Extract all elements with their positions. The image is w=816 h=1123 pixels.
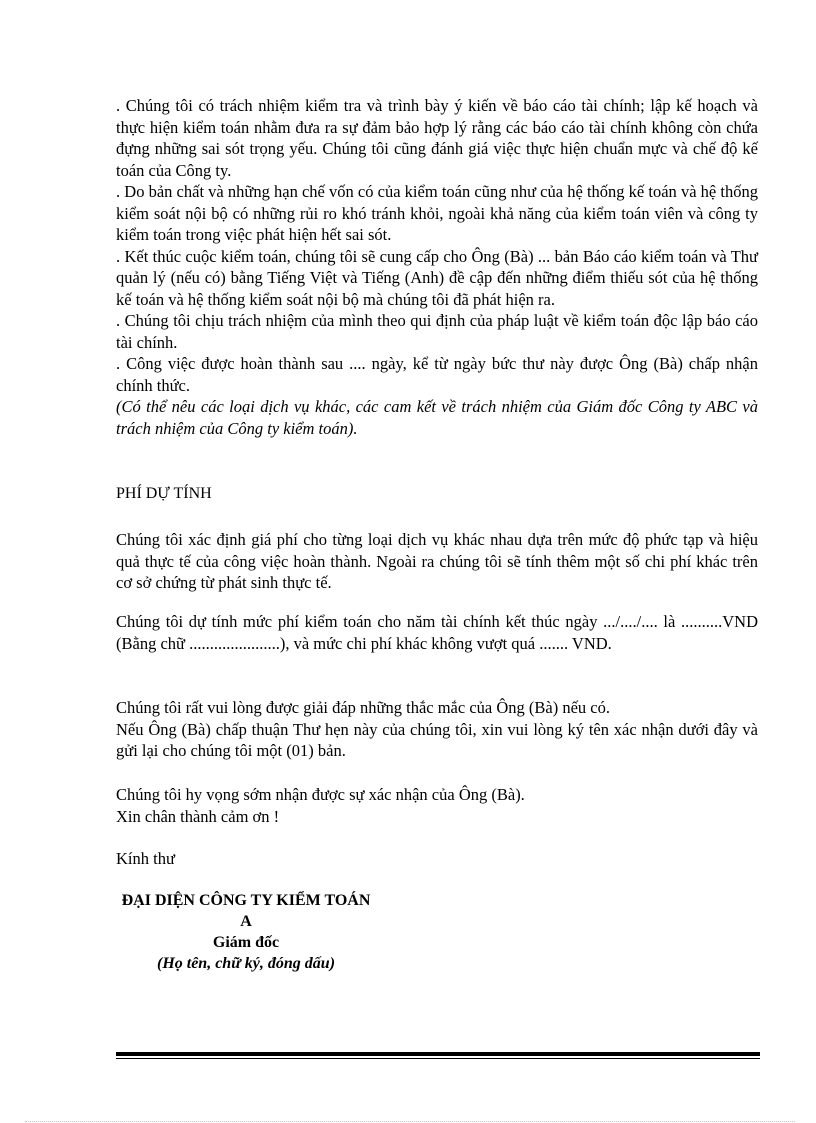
signature-company: ĐẠI DIỆN CÔNG TY KIỂM TOÁN A	[121, 892, 371, 930]
response-section	[116, 697, 758, 762]
fee-heading: PHÍ DỰ TÍNH	[116, 485, 212, 502]
salutation: Kính thư	[116, 849, 175, 868]
fee-paragraph-1	[116, 529, 758, 594]
signature-block	[116, 890, 376, 974]
responsibility-paragraph-3: . Kết thúc cuộc kiểm toán, chúng tôi sẽ cung cấp cho Ông (Bà) ... bản Báo cáo kiểm toán và Thư quản lý (nếu có) bằng Tiếng Việt và Tiếng (Anh) đề cập đến những điểm thiếu sót của hệ thống kế toán và hệ thống kiểm soát nội bộ mà chúng tôi đã phát hiện ra.	[116, 246, 758, 309]
fee-paragraph-1-text: Chúng tôi xác định giá phí cho từng loại dịch vụ khác nhau dựa trên mức độ phức tạp và hiệu quả thực tế của công việc hoàn thành. Ngoài ra chúng tôi sẽ tính thêm một số chi phí khác trên cơ sở chứng từ phát sinh thực tế.	[116, 530, 758, 592]
responsibility-paragraph-2: . Do bản chất và những hạn chế vốn có của kiểm toán cũng như của hệ thống kế toán và hệ thống kiểm soát nội bộ có những rủi ro khó tránh khỏi, ngoài khả năng của kiểm toán viên và công ty kiểm toán trong việc phát hiện hết sai sót.	[116, 182, 758, 244]
response-line-2: Nếu Ông (Bà) chấp thuận Thư hẹn này của chúng tôi, xin vui lòng ký tên xác nhận dưới đây và gửi lại cho chúng tôi một (01) bản.	[116, 719, 758, 760]
responsibilities-section	[116, 95, 758, 439]
fee-paragraph-2-text: Chúng tôi dự tính mức phí kiểm toán cho năm tài chính kết thúc ngày .../..../.... là ..........VND (Bằng chữ ......................), và mức chi phí khác không vượt quá ....... VND.	[116, 612, 758, 653]
signature-note: (Họ tên, chữ ký, đóng dấu)	[156, 955, 336, 972]
response-line-1: Chúng tôi rất vui lòng được giải đáp những thắc mắc của Ông (Bà) nếu có.	[116, 698, 610, 717]
closing-line-2: Xin chân thành cảm ơn !	[116, 806, 280, 826]
footer-rule-thin	[116, 1058, 760, 1059]
closing-section	[116, 784, 758, 827]
closing-line-1: Chúng tôi hy vọng sớm nhận được sự xác nhận của Ông (Bà).	[116, 785, 525, 804]
responsibility-paragraph-1: . Chúng tôi có trách nhiệm kiểm tra và trình bày ý kiến về báo cáo tài chính; lập kế hoạch và thực hiện kiểm toán nhằm đưa ra sự đảm bảo hợp lý rằng các báo cáo tài chính không còn chứa đựng những sai sót trọng yếu. Chúng tôi cũng đánh giá việc thực hiện chuẩn mực và chế độ kế toán của Công ty.	[116, 96, 758, 180]
footer-rule-thick	[116, 1052, 760, 1056]
fee-paragraph-2	[116, 611, 758, 654]
responsibility-paragraph-4: . Chúng tôi chịu trách nhiệm của mình theo qui định của pháp luật về kiểm toán độc lập báo cáo tài chính.	[116, 311, 758, 352]
italic-note: (Có thể nêu các loại dịch vụ khác, các cam kết về trách nhiệm của Giám đốc Công ty ABC và trách nhiệm của Công ty kiểm toán).	[116, 397, 758, 438]
page-bottom-edge	[25, 1121, 795, 1122]
signature-role: Giám đốc	[212, 934, 280, 951]
responsibility-paragraph-5: . Công việc được hoàn thành sau .... ngày, kể từ ngày bức thư này được Ông (Bà) chấp nhận chính thức.	[116, 354, 758, 395]
